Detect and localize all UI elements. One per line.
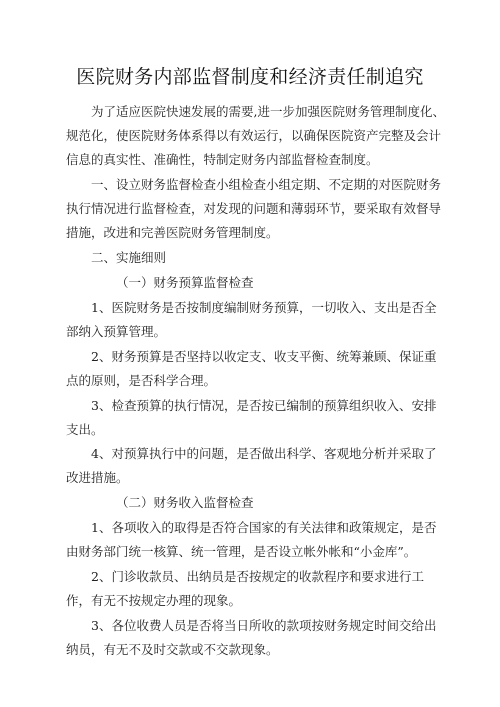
subsection-two-item: 2、门诊收款员、出纳员是否按规定的收款程序和要求进行工 作，有无不按规定办理的现象。 <box>66 569 424 608</box>
section-one-paragraph <box>66 173 446 245</box>
subsection-two-item: 3、各位收费人员是否将当日所收的款项按财务规定时间交给出 纳员，有无不及时交款或不交款现象。 <box>66 618 437 657</box>
section-one-line: 一、设立财务监督检查小组检查小组定期、不定期的对医院财务 <box>91 177 442 192</box>
subsection-one-item: 2、财务预算是否坚持以收定支、收支平衡、统筹兼顾、保证重 点的原则，是否科学合理。 <box>66 349 437 388</box>
intro-line: 为了适应医院快速发展的需要,进一步加强医院财务管理制度化、 <box>91 104 445 119</box>
section-two-heading: 二、实施细则 <box>91 250 167 265</box>
subsection-one-item: 4、对预算执行中的问题，是否做出科学、客观地分析并采取了 改进措施。 <box>66 446 437 485</box>
section-one-line: 执行情况进行监督检查，对发现的问题和薄弱环节，要采取有效督导 <box>66 201 442 216</box>
document-title: 医院财务内部监督制度和经济责任制追究 <box>76 66 424 88</box>
subsection-one-heading: （一）财务预算监督检查 <box>116 275 254 290</box>
subsection-one-item: 1、医院财务是否按制度编制财务预算，一切收入、支出是否全 部纳入预算管理。 <box>66 300 437 339</box>
subsection-one-item: 3、检查预算的执行情况，是否按已编制的预算组织收入、安排 支出。 <box>66 398 437 437</box>
intro-line: 信息的真实性、准确性，特制定财务内部监督检查制度。 <box>66 152 379 167</box>
section-one-line: 措施，改进和完善医院财务管理制度。 <box>66 225 279 240</box>
intro-line: 规范化，使医院财务体系得以有效运行，以确保医院资产完整及会计 <box>66 128 442 143</box>
intro-paragraph <box>66 100 446 172</box>
subsection-two-heading: （二）财务收入监督检查 <box>116 495 254 510</box>
subsection-two-item: 1、各项收入的取得是否符合国家的有关法律和政策规定，是否 由财务部门统一核算、统一管理，是否设立帐外帐和“小金库”。 <box>66 520 437 559</box>
